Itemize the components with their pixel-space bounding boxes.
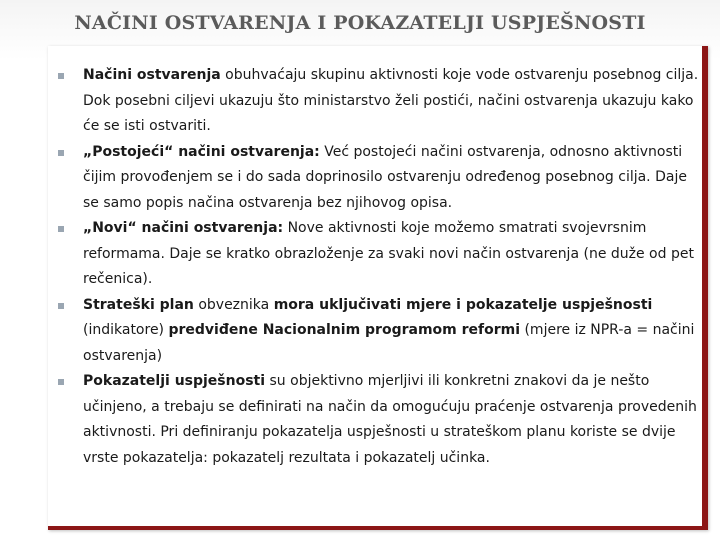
slide-title: NAČINI OSTVARENJA I POKAZATELJI USPJEŠNOSTI xyxy=(74,12,646,34)
square-bullet-icon xyxy=(58,226,64,232)
bullet-text: obuhvaćaju skupinu aktivnosti koje vode ostvarenju posebnog cilja. Dok posebni ciljevi ukazuju što ministarstvo želi postići, načini ostvarenja ukazuju kako će se isti ostvariti. xyxy=(83,67,699,134)
square-bullet-icon xyxy=(58,379,64,385)
bullet-text: Nove aktivnosti koje možemo smatrati svojevrsnim reformama. Daje se kratko obrazloženje za svaki novi način ostvarenja (ne duže od pet rečenica). xyxy=(83,220,694,287)
bullet-text: su objektivno mjerljivi ili konkretni znakovi da je nešto učinjeno, a trebaju se definirati na način da omogućuju praćenje ostvarenja provedenih aktivnosti. Pri definiranju pokazatelja uspješnosti u strateškom planu koriste se dvije vrste pokazatelja: pokazatelj rezultata i pokazatelj učinka. xyxy=(83,373,697,466)
bullet-list xyxy=(54,63,704,471)
bullet-term: „Novi“ načini ostvarenja: xyxy=(83,220,284,236)
bullet-term: mora uključivati mjere i pokazatelje uspješnosti xyxy=(273,296,653,313)
bullet-term: Strateški plan xyxy=(83,296,194,313)
bullet-text: obveznika xyxy=(193,296,274,313)
bullet-text: (mjere iz NPR-a = načini ostvarenja) xyxy=(83,322,695,364)
bullet-text: (indikatore) xyxy=(83,322,169,338)
bullet-item xyxy=(54,293,704,370)
square-bullet-icon xyxy=(58,150,64,156)
bullet-item xyxy=(54,63,704,140)
bullet-item xyxy=(54,369,704,471)
bullet-term: „Postojeći“ načini ostvarenja: xyxy=(83,143,320,160)
bullet-text: Već postojeći načini ostvarenja, odnosno aktivnosti čijim provođenjem se i do sada doprinosilo ostvarenju određenog posebnog cilja. Daje se samo popis načina ostvarenja bez njihovog opisa. xyxy=(83,143,687,211)
bullet-term: Pokazatelji uspješnosti xyxy=(83,373,266,389)
bullet-term: predviđene Nacionalnim programom reformi xyxy=(168,322,521,338)
square-bullet-icon xyxy=(58,303,64,309)
bullet-item xyxy=(54,140,704,217)
bullet-item xyxy=(54,216,704,293)
square-bullet-icon xyxy=(58,73,64,79)
bullet-term: Načini ostvarenja xyxy=(83,67,221,83)
